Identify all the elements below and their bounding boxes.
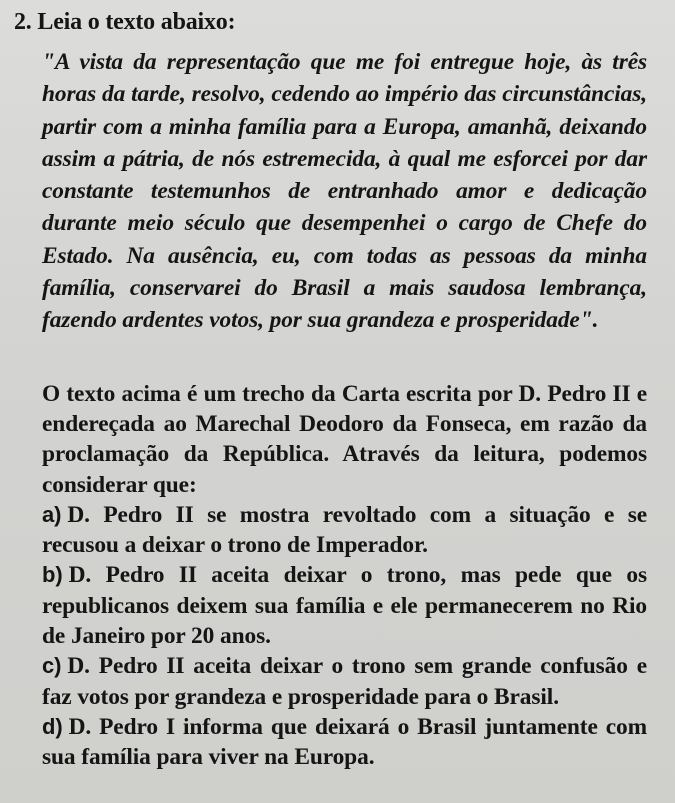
option-d-letter: d) [42, 713, 63, 739]
option-d-text: D. Pedro I informa que deixará o Brasil juntamente com sua família para viver na Europa. [42, 713, 647, 771]
option-b[interactable] [42, 560, 647, 651]
option-b-text: D. Pedro II aceita deixar o trono, mas pede que os republicanos deixem sua família e ele permanecerem no Rio de Janeiro por 20 anos. [42, 562, 647, 650]
quoted-letter-excerpt: "A vista da representação que me foi entregue hoje, às três horas da tarde, resolvo, cedendo ao império das circunstâncias, partir com a minha família para a Europa, amanhã, deixando assim a pátria, de nós estremecida, à qual me esforcei por dar constante testemunhos de entranhado amor e dedicação durante meio século que desempenhei o cargo de Chefe do Estado. Na ausência, eu, com todas as pessoas da minha família, conservarei do Brasil a mais saudosa lembrança, fazendo ardentes votos, por sua grandeza e prosperidade". [42, 49, 647, 334]
option-d[interactable] [42, 712, 647, 773]
option-a-text: D. Pedro II se mostra revoltado com a situação e se recusou a deixar o trono de Imperador. [42, 501, 647, 559]
option-c-letter: c) [42, 653, 62, 679]
question-prompt: Leia o texto abaixo: [37, 9, 236, 35]
context-paragraph: O texto acima é um trecho da Carta escrita por D. Pedro II e endereçada ao Marechal Deodoro da Fonseca, em razão da proclamação da República. Através da leitura, podemos considerar que: [42, 380, 647, 498]
section-gap [42, 337, 647, 379]
option-c-text: D. Pedro II aceita deixar o trono sem grande confusão e faz votos por grandeza e prosperidade para o Brasil. [42, 653, 647, 710]
answer-options [42, 500, 647, 773]
option-a[interactable] [42, 500, 647, 561]
question-heading [14, 6, 647, 38]
option-c[interactable] [42, 651, 647, 712]
option-b-letter: b) [42, 562, 63, 588]
question-number: 2. [14, 9, 32, 35]
option-a-letter: a) [42, 501, 62, 527]
